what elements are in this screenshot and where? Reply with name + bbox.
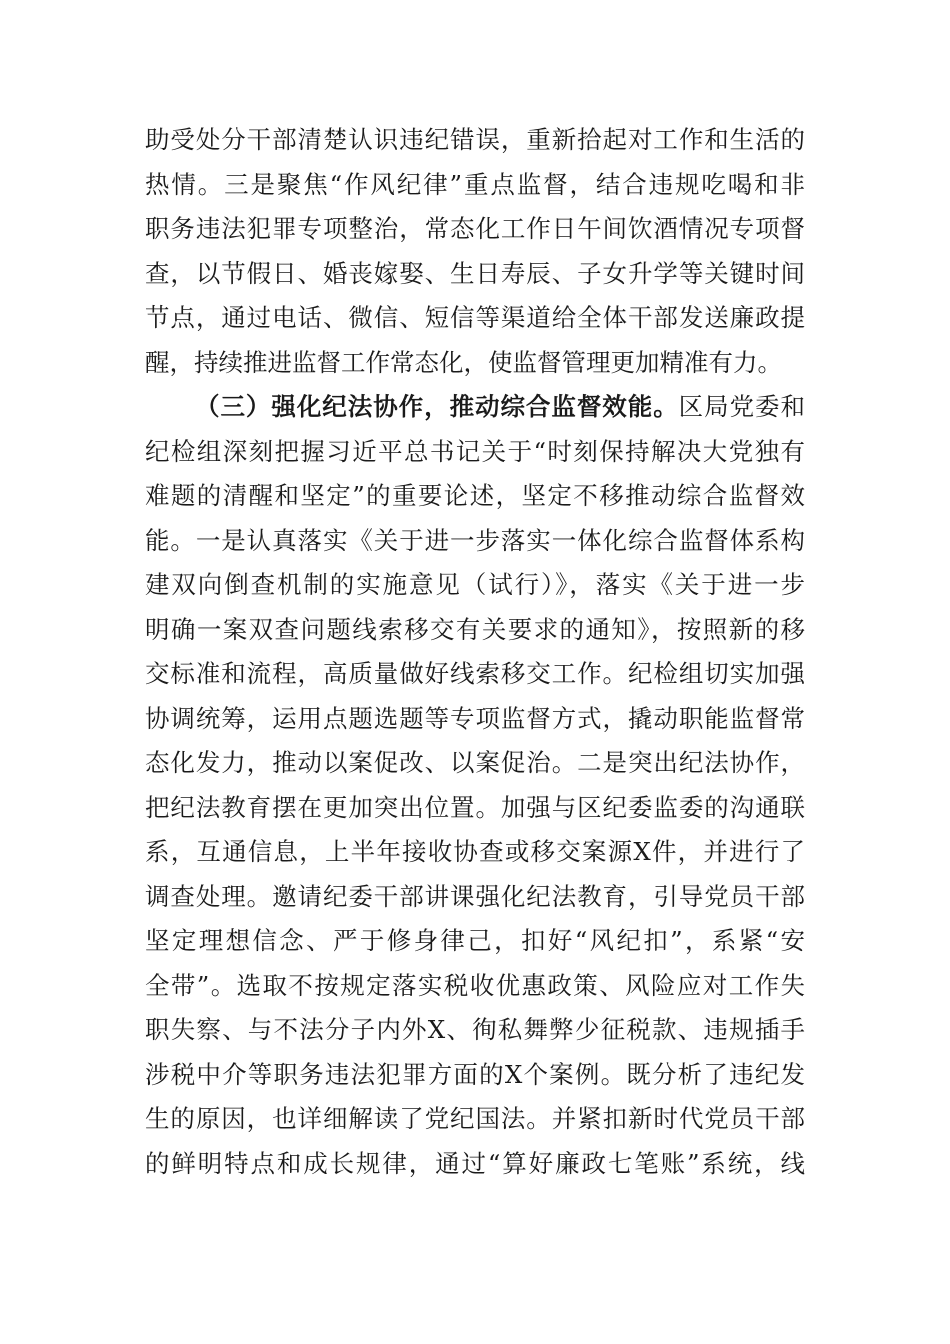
text-line: 把纪法教育摆在更加突出位置。加强与区纪委监委的沟通联	[145, 792, 805, 822]
text-line: 能。一是认真落实《关于进一步落实一体化综合监督体系构	[145, 525, 805, 555]
text-line: 协调统筹，运用点题选题等专项监督方式，撬动职能监督常	[145, 703, 805, 733]
text-line: 系，互通信息，上半年接收协查或移交案源X件，并进行了	[145, 837, 805, 866]
text-line: 交标准和流程，高质量做好线索移交工作。纪检组切实加强	[145, 659, 805, 688]
text-line: 的鲜明特点和成长规律，通过“算好廉政七笔账”系统，线	[145, 1148, 805, 1178]
text-line: 职务违法犯罪专项整治，常态化工作日午间饮酒情况专项督	[145, 214, 805, 243]
text-line: 查，以节假日、婚丧嫁娶、生日寿辰、子女升学等关键时间	[145, 258, 805, 288]
text-line: 调查处理。邀请纪委干部讲课强化纪法教育，引导党员干部	[145, 881, 805, 911]
text-line: 建双向倒查机制的实施意见（试行）》，落实《关于进一步	[145, 570, 805, 599]
text-line: 涉税中介等职务违法犯罪方面的X个案例。既分析了违纪发	[145, 1059, 805, 1089]
section-heading: （三）强化纪法协作，推动综合监督效能。	[195, 392, 679, 421]
paragraph-2	[145, 385, 805, 1186]
text-line: 纪检组深刻把握习近平总书记关于“时刻保持解决大党独有	[145, 436, 805, 466]
paragraph-1	[145, 118, 805, 385]
text-line: 助受处分干部清楚认识违纪错误，重新拾起对工作和生活的	[145, 125, 805, 154]
text-line: 明确一案双查问题线索移交有关要求的通知》，按照新的移	[145, 614, 805, 644]
section-heading-line	[145, 385, 805, 430]
text-line: 节点，通过电话、微信、短信等渠道给全体干部发送廉政提	[145, 303, 805, 332]
text-line: 全带”。选取不按规定落实税收优惠政策、风险应对工作失	[145, 970, 805, 1000]
heading-line-rest: 区局党委和	[678, 392, 805, 421]
text-line: 难题的清醒和坚定”的重要论述，坚定不移推动综合监督效	[145, 481, 805, 510]
text-line: 态化发力，推动以案促改、以案促治。二是突出纪法协作，	[145, 748, 805, 777]
text-line: 生的原因，也详细解读了党纪国法。并紧扣新时代党员干部	[145, 1104, 805, 1133]
text-line: 热情。三是聚焦“作风纪律”重点监督，结合违规吃喝和非	[145, 169, 805, 199]
text-line: 醒，持续推进监督工作常态化，使监督管理更加精准有力。	[145, 347, 782, 377]
text-line: 职失察、与不法分子内外X、徇私舞弊少征税款、违规插手	[145, 1015, 805, 1044]
text-line: 坚定理想信念、严于修身律己，扣好“风纪扣”，系紧“安	[145, 926, 805, 955]
